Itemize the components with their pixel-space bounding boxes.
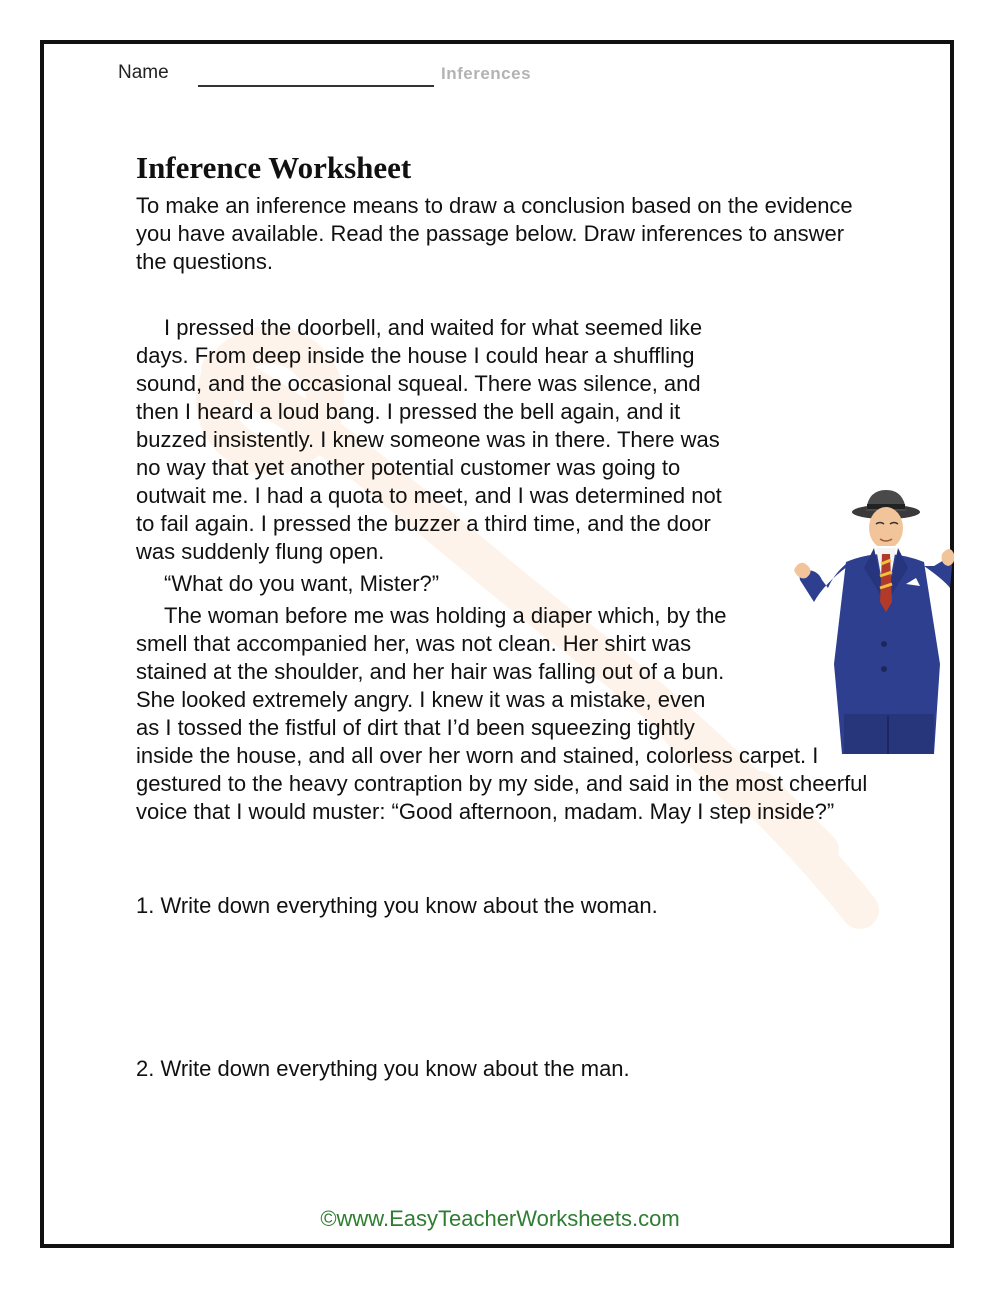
passage-paragraph-3: The woman before me was holding a diaper which, by the smell that accompanied her, was not clean. Her shirt was stained at the shoulder, and her hair was falling out of a bun. She looked extremely angry. I knew it was a mistake, even as I tossed the fistful of dirt that I’d been squeezing tightly inside the house, and all over her worn and stained, colorless carpet. I gestured to the heavy contraption by my side, and said in the most cheerful voice that I would muster: “Good afternoon, madam. May I step inside?” [136,603,868,824]
salesman-illustration-icon [784,484,954,764]
name-field[interactable] [198,85,434,87]
page-title: Inference Worksheet [136,150,412,185]
question-1: 1. Write down everything you know about the woman. [136,893,658,918]
name-label: Name [118,62,169,83]
reading-passage [136,314,888,826]
question-2: 2. Write down everything you know about the man. [136,1056,630,1081]
passage-paragraph-2: “What do you want, Mister?” [164,571,440,596]
passage-paragraph-1: I pressed the doorbell, and waited for what seemed like days. From deep inside the house I could hear a shuffling sound, and the occasional squeal. There was silence, and then I heard a loud bang. I pressed the bell again, and it buzzed insistently. I knew someone was in there. There was no way that yet another potential customer was going to outwait me. I had a quota to meet, and I was determined not to fail again. I pressed the buzzer a third time, and the door was suddenly flung open. [136,315,722,564]
header-row [118,60,618,90]
intro-text: To make an inference means to draw a conclusion based on the evidence you have available. Read the passage below. Draw inferences to answer the questions. [136,193,853,274]
footer-copyright: ©www.EasyTeacherWorksheets.com [320,1206,680,1231]
topic-label: Inferences [441,64,532,83]
